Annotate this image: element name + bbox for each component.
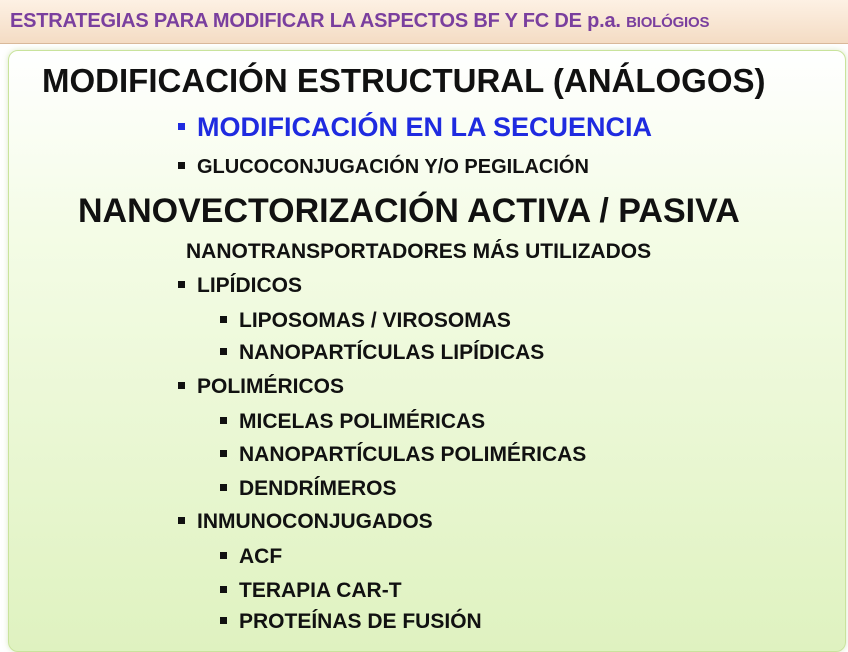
list-item-label: NANOPARTÍCULAS POLIMÉRICAS [239,443,587,466]
bullet-icon [220,484,227,491]
bullet-icon [178,123,185,130]
bullet-icon [178,281,185,288]
group-label: INMUNOCONJUGADOS [197,510,433,533]
mod-item-label: GLUCOCONJUGACIÓN Y/O PEGILACIÓN [197,156,589,178]
group-inmunoconjugados [178,510,433,534]
list-item-label: ACF [239,545,283,568]
slide-title [10,10,709,33]
list-item-label: MICELAS POLIMÉRICAS [239,410,486,433]
group-lipidicos [178,274,302,298]
bullet-icon [220,316,227,323]
bullet-icon [178,517,185,524]
list-item-label: PROTEÍNAS DE FUSIÓN [239,610,482,633]
list-item [220,443,586,467]
bullet-icon [220,586,227,593]
list-item [220,309,511,333]
group-label: LIPÍDICOS [197,274,303,297]
list-item-label: DENDRÍMEROS [239,477,397,500]
bullet-icon [220,417,227,424]
list-item [220,410,485,434]
bullet-icon [220,552,227,559]
list-item [220,477,397,501]
group-polimericos [178,375,344,399]
list-item-label: LIPOSOMAS / VIROSOMAS [239,309,511,332]
subheading-nanotransportadores: NANOTRANSPORTADORES MÁS UTILIZADOS [186,240,652,263]
list-item-label: NANOPARTÍCULAS LIPÍDICAS [239,341,545,364]
mod-item-glucoconjugacion [178,156,589,179]
heading-nanovectorizacion: NANOVECTORIZACIÓN ACTIVA / PASIVA [78,192,740,230]
bullet-icon [220,348,227,355]
group-label: POLIMÉRICOS [197,375,345,398]
bullet-icon [178,162,185,169]
list-item [220,545,282,569]
slide-title-small: BIOLÓGIOS [626,14,710,31]
mod-item-secuencia [178,112,652,143]
list-item [220,610,482,634]
slide-title-main: ESTRATEGIAS PARA MODIFICAR LA ASPECTOS BF Y FC DE p.a. [10,10,621,32]
bullet-icon [220,617,227,624]
list-item [220,341,544,365]
slide-header [0,0,848,44]
list-item-label: TERAPIA CAR-T [239,579,402,602]
heading-modificacion-estructural: MODIFICACIÓN ESTRUCTURAL (ANÁLOGOS) [42,62,766,99]
bullet-icon [220,450,227,457]
list-item [220,579,402,603]
bullet-icon [178,382,185,389]
mod-item-label: MODIFICACIÓN EN LA SECUENCIA [197,112,653,142]
